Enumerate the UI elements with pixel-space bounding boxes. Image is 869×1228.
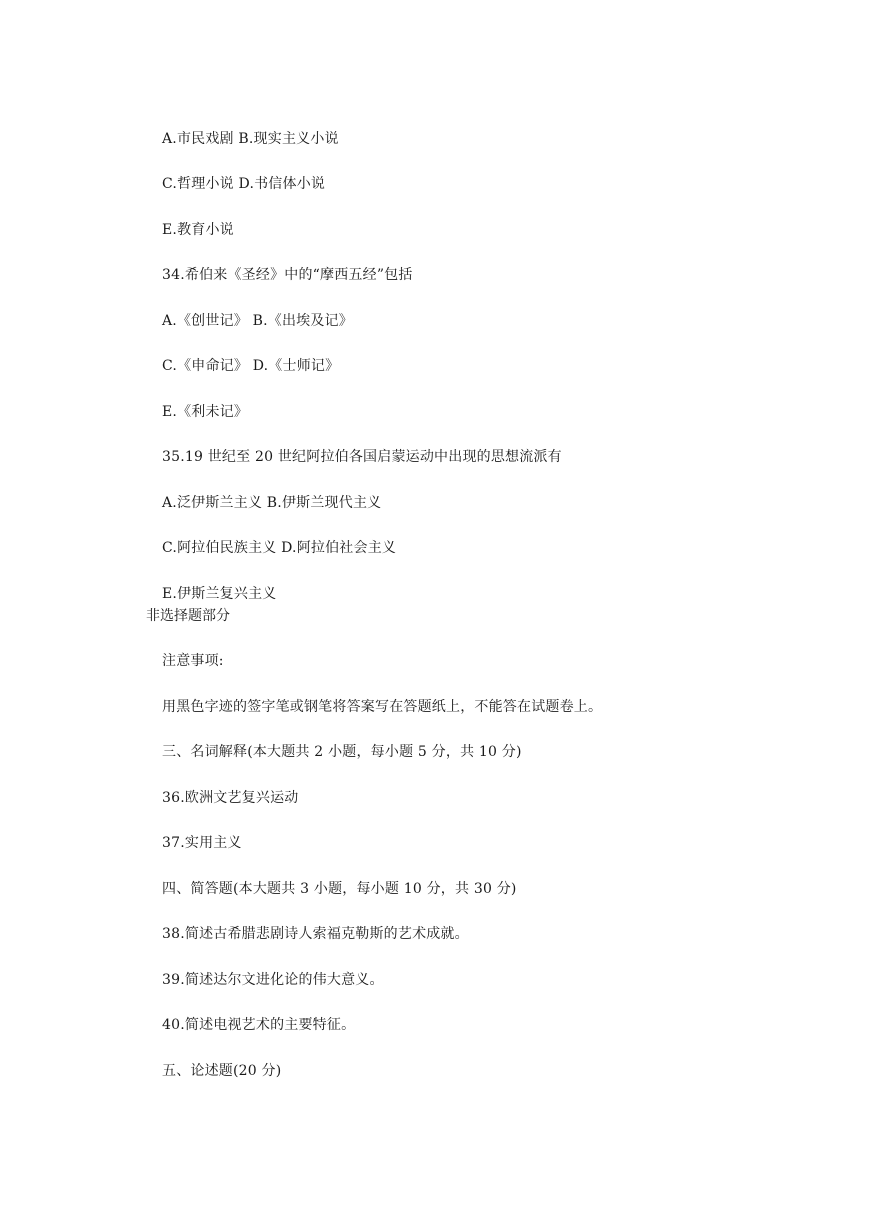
part2-title: 非选择题部分 — [146, 608, 230, 624]
q34-option-e: E.《利未记》 — [162, 404, 249, 420]
q34-stem: 34.希伯来《圣经》中的“摩西五经”包括 — [162, 267, 413, 283]
q33-option-e: E.教育小说 — [162, 222, 234, 238]
notice-text: 用黑色字迹的签字笔或钢笔将答案写在答题纸上，不能答在试题卷上。 — [162, 699, 603, 715]
q38-text: 38.简述古希腊悲剧诗人索福克勒斯的艺术成就。 — [162, 926, 469, 942]
q35-stem: 35.19 世纪至 20 世纪阿拉伯各国启蒙运动中出现的思想流派有 — [162, 449, 562, 465]
q39-text: 39.简述达尔文进化论的伟大意义。 — [162, 972, 384, 988]
q34-options-cd: C.《申命记》 D.《士师记》 — [162, 358, 340, 374]
q33-options-ab: A.市民戏剧 B.现实主义小说 — [162, 131, 339, 147]
q35-option-e: E.伊斯兰复兴主义 — [162, 586, 277, 602]
section4-title: 四、简答题(本大题共 3 小题，每小题 10 分，共 30 分) — [162, 881, 517, 897]
section3-title: 三、名词解释(本大题共 2 小题，每小题 5 分，共 10 分) — [162, 744, 522, 760]
section5-title: 五、论述题(20 分) — [162, 1063, 282, 1079]
q36-text: 36.欧洲文艺复兴运动 — [162, 790, 299, 806]
q35-options-ab: A.泛伊斯兰主义 B.伊斯兰现代主义 — [162, 495, 382, 511]
q37-text: 37.实用主义 — [162, 835, 242, 851]
notice-title: 注意事项: — [162, 653, 224, 669]
q35-options-cd: C.阿拉伯民族主义 D.阿拉伯社会主义 — [162, 540, 397, 556]
q40-text: 40.简述电视艺术的主要特征。 — [162, 1017, 356, 1033]
q33-options-cd: C.哲理小说 D.书信体小说 — [162, 176, 326, 192]
q34-options-ab: A.《创世记》 B.《出埃及记》 — [162, 313, 353, 329]
